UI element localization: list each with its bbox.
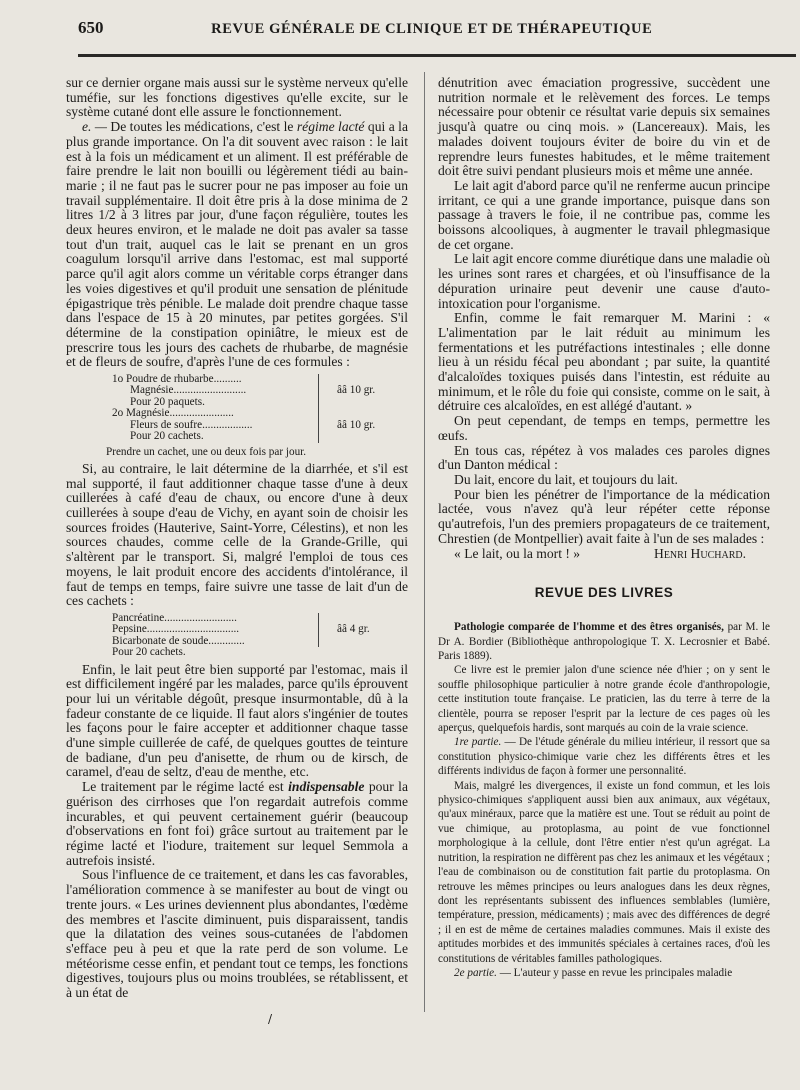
emphasis: indispensable [288, 779, 365, 795]
part-label: 2e partie. [454, 966, 497, 979]
paragraph: On peut cependant, de temps en temps, permettre les œufs. [438, 413, 770, 443]
paragraph: Enfin, comme le fait remarquer M. Marini : « L'alimentation par le lait réduit au minimum les fermentations et les putréfactions intestinales ; elle donne lieu à un résidu fécal peu abondant ; par suite, la quantité d'alcaloïdes toxiques puisés dans l'intestin, est réduite au minimum, et le rôle du foie qui consiste, comme on le sait, à détruire ces alcaloïdes, en est allégé d'autant. » [438, 310, 770, 414]
brace [318, 636, 337, 647]
section-title: REVUE DES LIVRES [534, 585, 674, 601]
paragraph: Enfin, le lait peut être bien supporté par l'estomac, mais il est difficilement ingéré par les malades, parce qu'ils éprouvent pour lui un véritable dégoût, presque insurmontable, dû à la fadeur constante de ce liquide. Il faut alors s'ingénier de toutes les façons pour le faire accepter et additionner chaque tasse d'une simple cuillerée de café, de quelques gouttes de teinture de badiane, d'un peu d'anisette, de rhum ou de kirsch, de caramel, d'eau de seltz, d'eau de menthe, etc. [66, 661, 408, 780]
brace [318, 420, 337, 431]
paragraph [438, 735, 770, 778]
paragraph: Mais, malgré les divergences, il existe un fond commun, et les lois physico-chimiques s'appliquent aussi bien aux animaux, aux végétaux, qu'aux minéraux, parce que la matière est une. Tout se réduit au point de vue chimique, au protoplasma, au point de vue fonctionnel morphologique à la cellule, dont l'être entier n'est qu'un agrégat. La nutrition, la respiration ne diffèrent pas chez les animaux et les végétaux ; l'eau de combinaison ou de constitution fait partie du protoplasma. On retrouve les mêmes principes ou leurs analogues dans les deux règnes, dont les représentants subissent des influences semblables (lumière, température, pression, médicaments) ; mais avec des différences de degré ; il en est de même de certaines maladies communes. Mais il existe des aptitudes morbides et des immunités spéciales à certaines races, d'où les constitutions de véritables familles pathologiques. [438, 779, 770, 965]
drug-name: Bicarbonate de soude............. [112, 635, 245, 647]
running-title: REVUE GÉNÉRALE DE CLINIQUE ET DE THÉRAPEUTIQUE [211, 21, 653, 37]
drug-name: Magnésie.......................... [130, 385, 247, 397]
drug-name: Pour 20 cachets. [112, 647, 186, 659]
brace [318, 624, 337, 635]
column-divider [424, 72, 425, 1012]
brace [318, 431, 337, 442]
drug-name: Pour 20 paquets. [130, 396, 205, 408]
paragraph: En tous cas, répétez à vos malades ces paroles dignes d'un Danton médical : [438, 442, 770, 473]
formula-line [112, 636, 408, 647]
section-letter: e. — [82, 119, 111, 135]
brace [318, 374, 337, 385]
paragraph: Ce livre est le premier jalon d'une science née d'hier ; on y sent le souffle philosophique particulier à notre grande école d'anthropologie, cette institution toute française. Le praticien, las du terre à terre de la clientèle, pourra se reposer l'esprit par la lecture de ces pages où les aperçus, quelquefois hardis, sont marqués au coin de la vraie science. [438, 664, 770, 735]
formula-1 [106, 374, 408, 458]
page-header [78, 18, 760, 40]
drug-name: Pepsine................................. [112, 624, 240, 636]
quote: « Le lait, ou la mort ! » [454, 545, 581, 561]
header-rule [78, 54, 796, 57]
formula-line [112, 431, 408, 442]
drug-name: 2o Magnésie....................... [112, 408, 234, 420]
text-span: pour la guérison des cirrhoses que l'on regardait autrefois comme incurables, et qui peuvent certainement guérir (beaucoup d'observations en font foi) grâce surtout au traitement par le régime lacté et l'iodure, traitement sur lequel Semmola a autrefois insisté. [66, 779, 408, 868]
closing-line [438, 547, 770, 562]
formula-line [112, 647, 408, 658]
book-citation [438, 620, 770, 663]
formula-line [112, 420, 408, 431]
text-span: — De l'étude générale du milieu intérieur, il ressort que sa constitution physico-chimique varie chez les différents êtres et les différents individus de façon à former une personnalité. [438, 736, 770, 778]
paragraph: dénutrition avec émaciation progressive, succèdent une nutrition normale et le relèvement des forces. Le temps nécessaire pour obtenir ce résultat varie depuis six semaines jusqu'à quatre ou cinq mois. » (Lancereaux). Mais, les malades doivent toujours éviter de boire du vin et de reprendre leurs funestes habitudes, et le même traitement doit être suivi pendant plusieurs mois et même une année. [438, 75, 770, 179]
text-span: qui a la plus grande importance. On l'a dit souvent avec raison : le lait est à la fois un médicament et un aliment. Il est préférable de faire prendre le lait non bouilli ou légèrement tiédi au bain-marie ; il ne faut pas le sucrer pour ne pas imposer au foie un travail supplémentaire. Il doit être pris à la dose minima de 2 litres 1/2 à 3 litres par jour, d'une façon régulière, toutes les deux heures environ, et le malade ne doit pas avaler sa tasse tout d'un trait, auquel cas le lait se prenant en un gros coagulum lorsqu'il arrive dans l'estomac, est mal supporté parce qu'il agit alors comme un véritable corps étranger dans les voies digestives et qu'il produit une sensation de plénitude épigastrique très pénible. Le malade doit prendre chaque tasse dans l'espace de 15 à 20 minutes, par petites gorgées. S'il détermine de la constipation opiniâtre, le mieux est de prescrire tous les jours des cachets de rhubarbe, de magnésie et de fleurs de soufre, d'après l'une de ces formules : [66, 119, 408, 370]
paragraph: Le lait agit encore comme diurétique dans une maladie où les urines sont rares et chargées, et où l'insuffisance de la dépuration urinaire peut devenir une cause d'auto-intoxication pour l'organisme. [438, 251, 770, 311]
paragraph [438, 966, 770, 980]
paragraph: Le lait agit d'abord parce qu'il ne renferme aucun principe irritant, ce qui a une grande importance, puisque dans son passage à travers le foie, il ne contribue pas, comme les boissons alcooliques, à augmenter le travail phlegmasique de cet organe. [438, 177, 770, 252]
formula-line [112, 408, 408, 419]
left-column [66, 76, 408, 1001]
paragraph [66, 780, 408, 868]
paragraph [66, 120, 408, 370]
paragraph: Du lait, encore du lait, et toujours du lait. [454, 471, 678, 487]
drug-name: Fleurs de soufre.................. [130, 419, 253, 431]
book-title: Pathologie comparée de l'homme et des êtres organisés, [454, 621, 724, 634]
drug-name: Pancréatine.......................... [112, 612, 237, 624]
brace [318, 397, 337, 408]
paragraph: Si, au contraire, le lait détermine de la diarrhée, et s'il est mal supporté, il faut additionner chaque tasse d'une à deux cuillerées à café d'eau de chaux, ou encore d'une à deux cuillerées à soupe d'eau de Vichy, en ayant soin de choisir les sources froides (Hauterive, Saint-Yorre, Célestins), et non les sources chaudes, comme celle de la Grande-Grille, qui s'altèrent par le transport. Si, malgré l'emploi de tous ces moyens, le lait produit encore des accidents d'intolérance, il faut de temps en temps, faire suivre une tasse de lait d'un de ces cachets : [66, 460, 408, 609]
brace [318, 613, 337, 624]
author-signature: Henri Huchard. [654, 545, 746, 561]
drug-qty: ââ 10 gr. [337, 384, 376, 397]
formula-note: Prendre un cachet, une ou deux fois par jour. [106, 445, 307, 458]
part-label: 1re partie. [454, 736, 502, 749]
paragraph: Pour bien les pénétrer de l'importance de la médication lactée, vous n'avez qu'à leur répéter cette réponse qu'autrefois, l'un des premiers propagateurs de ce traitement, Chrestien (de Montpellier) avait faite à l'un de ses malades : [438, 486, 770, 546]
paragraph: Sous l'influence de ce traitement, et dans les cas favorables, l'amélioration commence à se manifester au bout de vingt ou trente jours. « Les urines deviennent plus abondantes, l'œdème des membres et l'ascite diminuent, puis disparaissent, tandis que la dilatation des veines sous-cutanées de l'abdomen s'efface peu à peu et que la rate perd de son volume. Le météorisme cesse enfin, et pendant tout ce temps, les fonctions digestives, toujours plus ou moins troublées, se rétablissent, et à un état de [66, 867, 408, 1001]
drug-name: Pour 20 cachets. [130, 431, 204, 443]
formula-line [112, 624, 408, 635]
drug-qty: ââ 4 gr. [337, 623, 370, 636]
text-span: — L'auteur y passe en revue les principales maladie [496, 966, 733, 979]
formula-line [112, 385, 408, 396]
brace [318, 408, 337, 419]
page-number: 650 [78, 18, 104, 37]
formula-3 [112, 613, 408, 659]
drug-name: 1o Poudre de rhubarbe.......... [112, 374, 242, 386]
text-span: De toutes les médications, c'est le [110, 119, 297, 135]
stray-mark: / [268, 1012, 273, 1026]
paragraph: sur ce dernier organe mais aussi sur le système nerveux qu'elle tuméfie, sur les fonctions digestives qu'elle excite, sur le système cutané dont elle assure le fonctionnement. [66, 75, 408, 120]
book-review [438, 620, 770, 980]
emphasis: régime lacté [296, 119, 365, 135]
drug-qty: ââ 10 gr. [337, 418, 376, 431]
book-reference: par M. le Dr A. Bordier (Bibliothèque anthropologique T. X. Lecrosnier et Babé. Paris 1889). [438, 621, 770, 663]
right-column [438, 76, 770, 980]
formula-line [112, 397, 408, 408]
text-span: Le traitement par le régime lacté est [82, 779, 289, 795]
brace [318, 385, 337, 396]
